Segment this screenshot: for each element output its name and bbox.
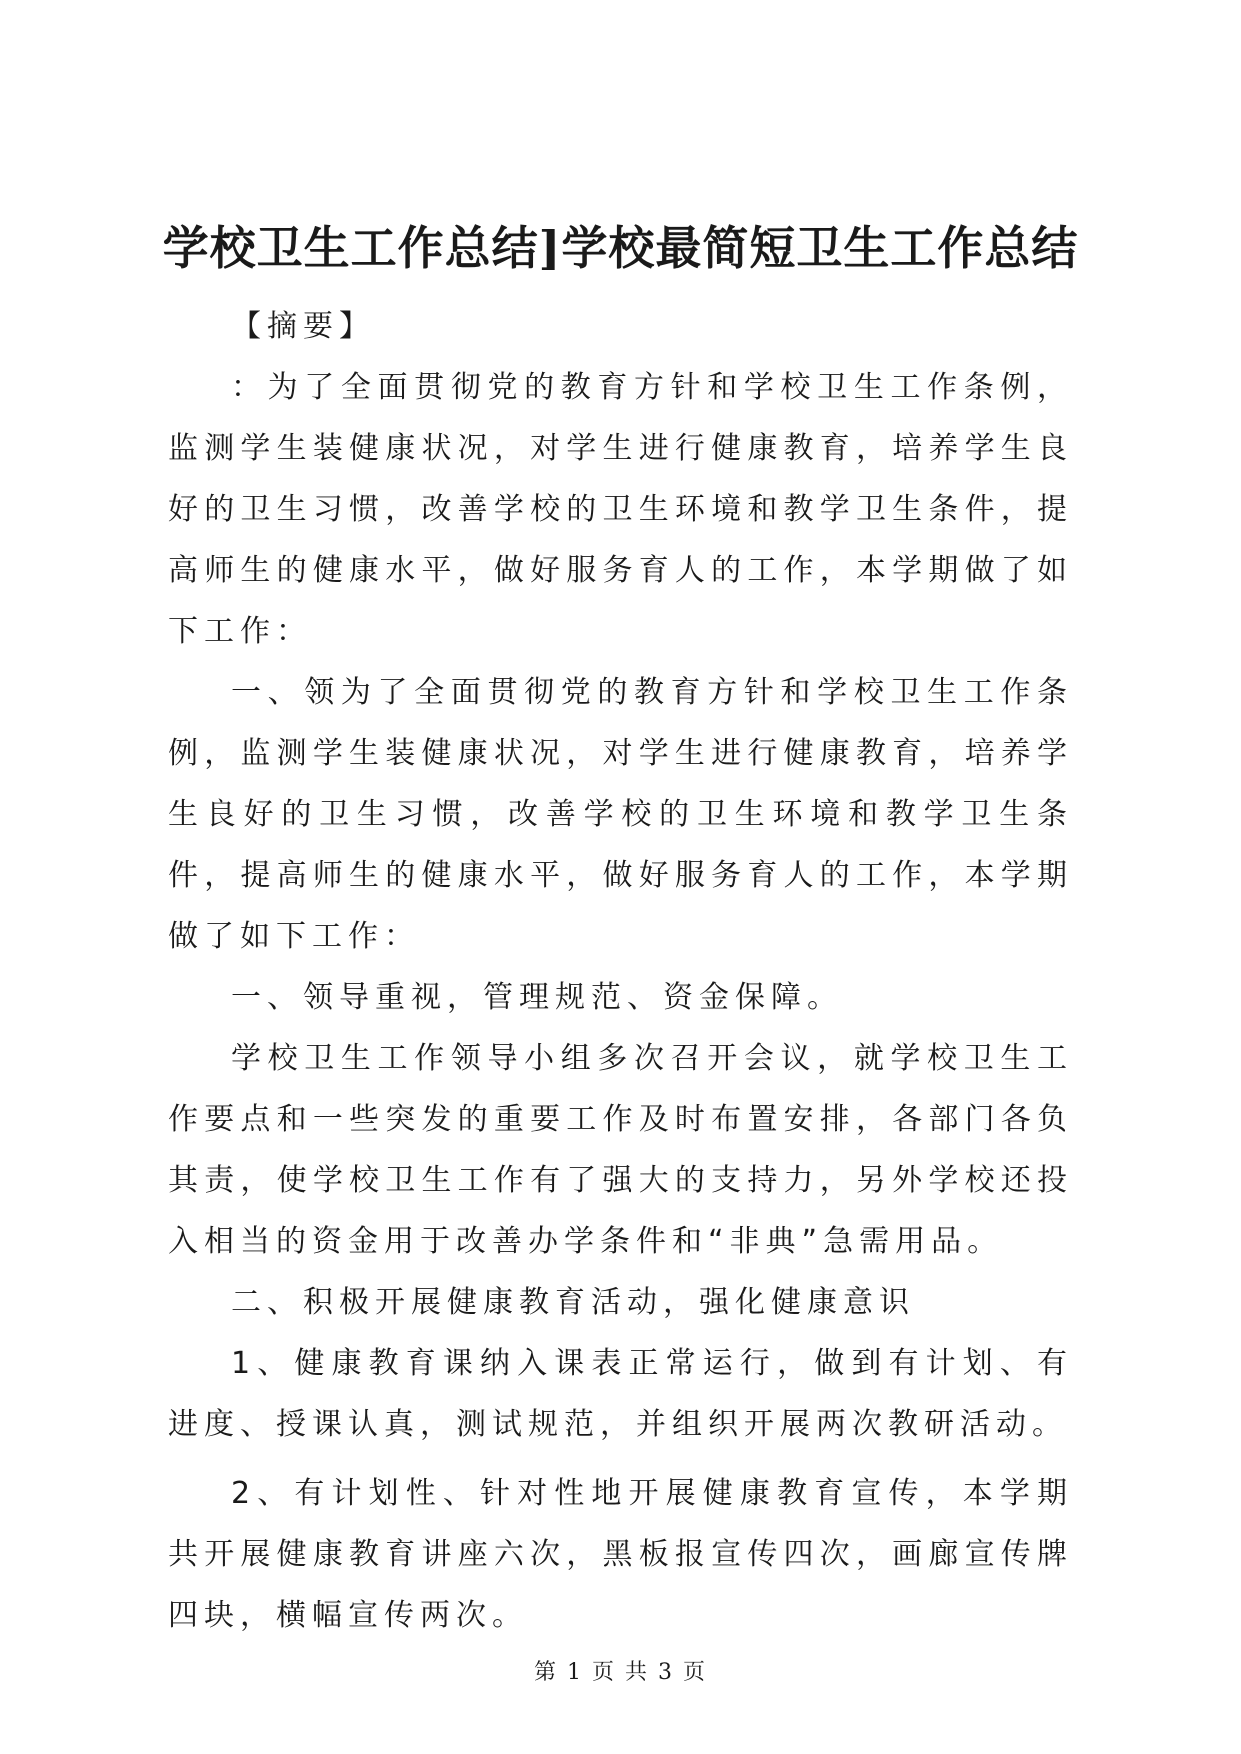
paragraph: 一、领为了全面贯彻党的教育方针和学校卫生工作条例，监测学生装健康状况，对学生进行健康教育，培养学生良好的卫生习惯，改善学校的卫生环境和教学卫生条件，提高师生的健康水平，做好服务育人的工作，本学期做了如下工作： [168, 675, 1073, 954]
abstract-heading: 【摘要】 [231, 309, 375, 344]
list-item: 1、健康教育课纳入课表正常运行，做到有计划、有进度、授课认真，测试规范，并组织开展两次教研活动。 [168, 1346, 1073, 1442]
section-heading: 一、领导重视，管理规范、资金保障。 [231, 980, 843, 1015]
page-footer: 第 1 页 共 3 页 [534, 1660, 707, 1685]
paragraph: ：为了全面贯彻党的教育方针和学校卫生工作条例，监测学生装健康状况，对学生进行健康教育，培养学生良好的卫生习惯，改善学校的卫生环境和教学卫生条件，提高师生的健康水平，做好服务育人的工作，本学期做了如下工作： [168, 370, 1073, 649]
document-body [168, 296, 1073, 1646]
list-item: 2、有计划性、针对性地开展健康教育宣传，本学期共开展健康教育讲座六次，黑板报宣传四次，画廊宣传牌四块，横幅宣传两次。 [168, 1476, 1073, 1633]
section-heading: 二、积极开展健康教育活动，强化健康意识 [231, 1285, 915, 1320]
paragraph: 学校卫生工作领导小组多次召开会议，就学校卫生工作要点和一些突发的重要工作及时布置安排，各部门各负其责，使学校卫生工作有了强大的支持力，另外学校还投入相当的资金用于改善办学条件和“非典”急需用品。 [168, 1041, 1073, 1259]
document-title: 学校卫生工作总结]学校最简短卫生工作总结 [162, 221, 1079, 275]
